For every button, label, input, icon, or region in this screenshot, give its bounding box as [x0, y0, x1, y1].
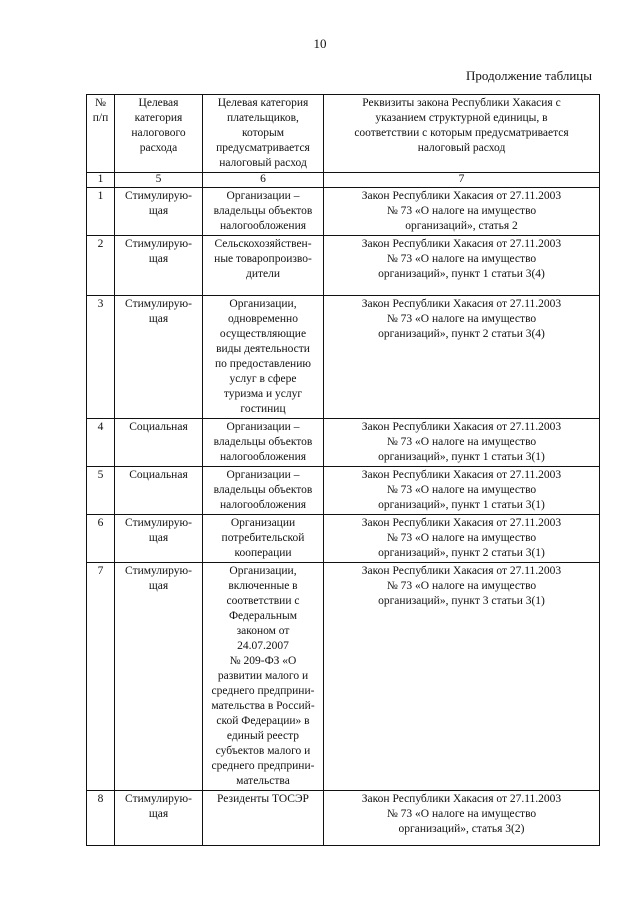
- row-payers: Организации – владельцы объектов налогообложения: [203, 419, 324, 467]
- row-category: Стимулирую- щая: [115, 791, 203, 846]
- row-payers: Организации – владельцы объектов налогообложения: [203, 188, 324, 236]
- row-number: 3: [87, 296, 115, 419]
- table-row: [87, 296, 600, 419]
- row-law: Закон Республики Хакасия от 27.11.2003 № 73 «О налоге на имущество организаций», пункт 2 статьи 3(4): [324, 296, 600, 419]
- row-category: Социальная: [115, 467, 203, 515]
- column-number: 7: [324, 173, 600, 188]
- row-payers: Сельскохозяйствен- ные товаропроизво- дители: [203, 236, 324, 296]
- table-header-row: [87, 95, 600, 173]
- row-number: 2: [87, 236, 115, 296]
- column-number: 5: [115, 173, 203, 188]
- row-category: Стимулирую- щая: [115, 515, 203, 563]
- row-category: Стимулирую- щая: [115, 188, 203, 236]
- table-row: [87, 467, 600, 515]
- row-law: Закон Республики Хакасия от 27.11.2003 № 73 «О налоге на имущество организаций», пункт 1 статьи 3(1): [324, 419, 600, 467]
- row-category: Стимулирую- щая: [115, 236, 203, 296]
- table-row: [87, 419, 600, 467]
- row-number: 4: [87, 419, 115, 467]
- row-law: Закон Республики Хакасия от 27.11.2003 № 73 «О налоге на имущество организаций», статья 2: [324, 188, 600, 236]
- row-payers: Организации, включенные в соответствии с Федеральным законом от 24.07.2007 № 209-ФЗ «О развитии малого и среднего предприни- мательства в Россий- ской Федерации» в единый реестр субъектов малого и среднего предприни- мательства: [203, 563, 324, 791]
- row-payers: Организации – владельцы объектов налогообложения: [203, 467, 324, 515]
- row-payers: Организации, одновременно осуществляющие виды деятельности по предоставлению услуг в сфере туризма и услуг гостиниц: [203, 296, 324, 419]
- row-payers: Организации потребительской кооперации: [203, 515, 324, 563]
- row-number: 6: [87, 515, 115, 563]
- row-payers: Резиденты ТОСЭР: [203, 791, 324, 846]
- table-row: [87, 188, 600, 236]
- row-law: Закон Республики Хакасия от 27.11.2003 № 73 «О налоге на имущество организаций», пункт 2 статьи 3(1): [324, 515, 600, 563]
- row-law: Закон Республики Хакасия от 27.11.2003 № 73 «О налоге на имущество организаций», пункт 1 статьи 3(4): [324, 236, 600, 296]
- column-number: 1: [87, 173, 115, 188]
- table-row: [87, 563, 600, 791]
- row-category: Стимулирую- щая: [115, 296, 203, 419]
- row-law: Закон Республики Хакасия от 27.11.2003 № 73 «О налоге на имущество организаций», пункт 1 статьи 3(1): [324, 467, 600, 515]
- table-row: [87, 791, 600, 846]
- table-continuation-caption: Продолжение таблицы: [466, 68, 592, 83]
- row-category: Стимулирую- щая: [115, 563, 203, 791]
- row-number: 7: [87, 563, 115, 791]
- page-number: 10: [313, 36, 327, 51]
- row-category: Социальная: [115, 419, 203, 467]
- column-number: 6: [203, 173, 324, 188]
- row-number: 1: [87, 188, 115, 236]
- row-law: Закон Республики Хакасия от 27.11.2003 № 73 «О налоге на имущество организаций», пункт 3 статьи 3(1): [324, 563, 600, 791]
- header-number: № п/п: [87, 95, 115, 173]
- header-category: Целевая категория налогового расхода: [115, 95, 203, 173]
- table-row: [87, 236, 600, 296]
- table-row: [87, 515, 600, 563]
- row-number: 5: [87, 467, 115, 515]
- header-law: Реквизиты закона Республики Хакасия с указанием структурной единицы, в соответствии с которым предусматривается налоговый расход: [324, 95, 600, 173]
- row-number: 8: [87, 791, 115, 846]
- tax-expenditure-table: [86, 94, 600, 846]
- header-payers: Целевая категория плательщиков, которым предусматривается налоговый расход: [203, 95, 324, 173]
- row-law: Закон Республики Хакасия от 27.11.2003 № 73 «О налоге на имущество организаций», статья 3(2): [324, 791, 600, 846]
- column-numbers-row: [87, 173, 600, 188]
